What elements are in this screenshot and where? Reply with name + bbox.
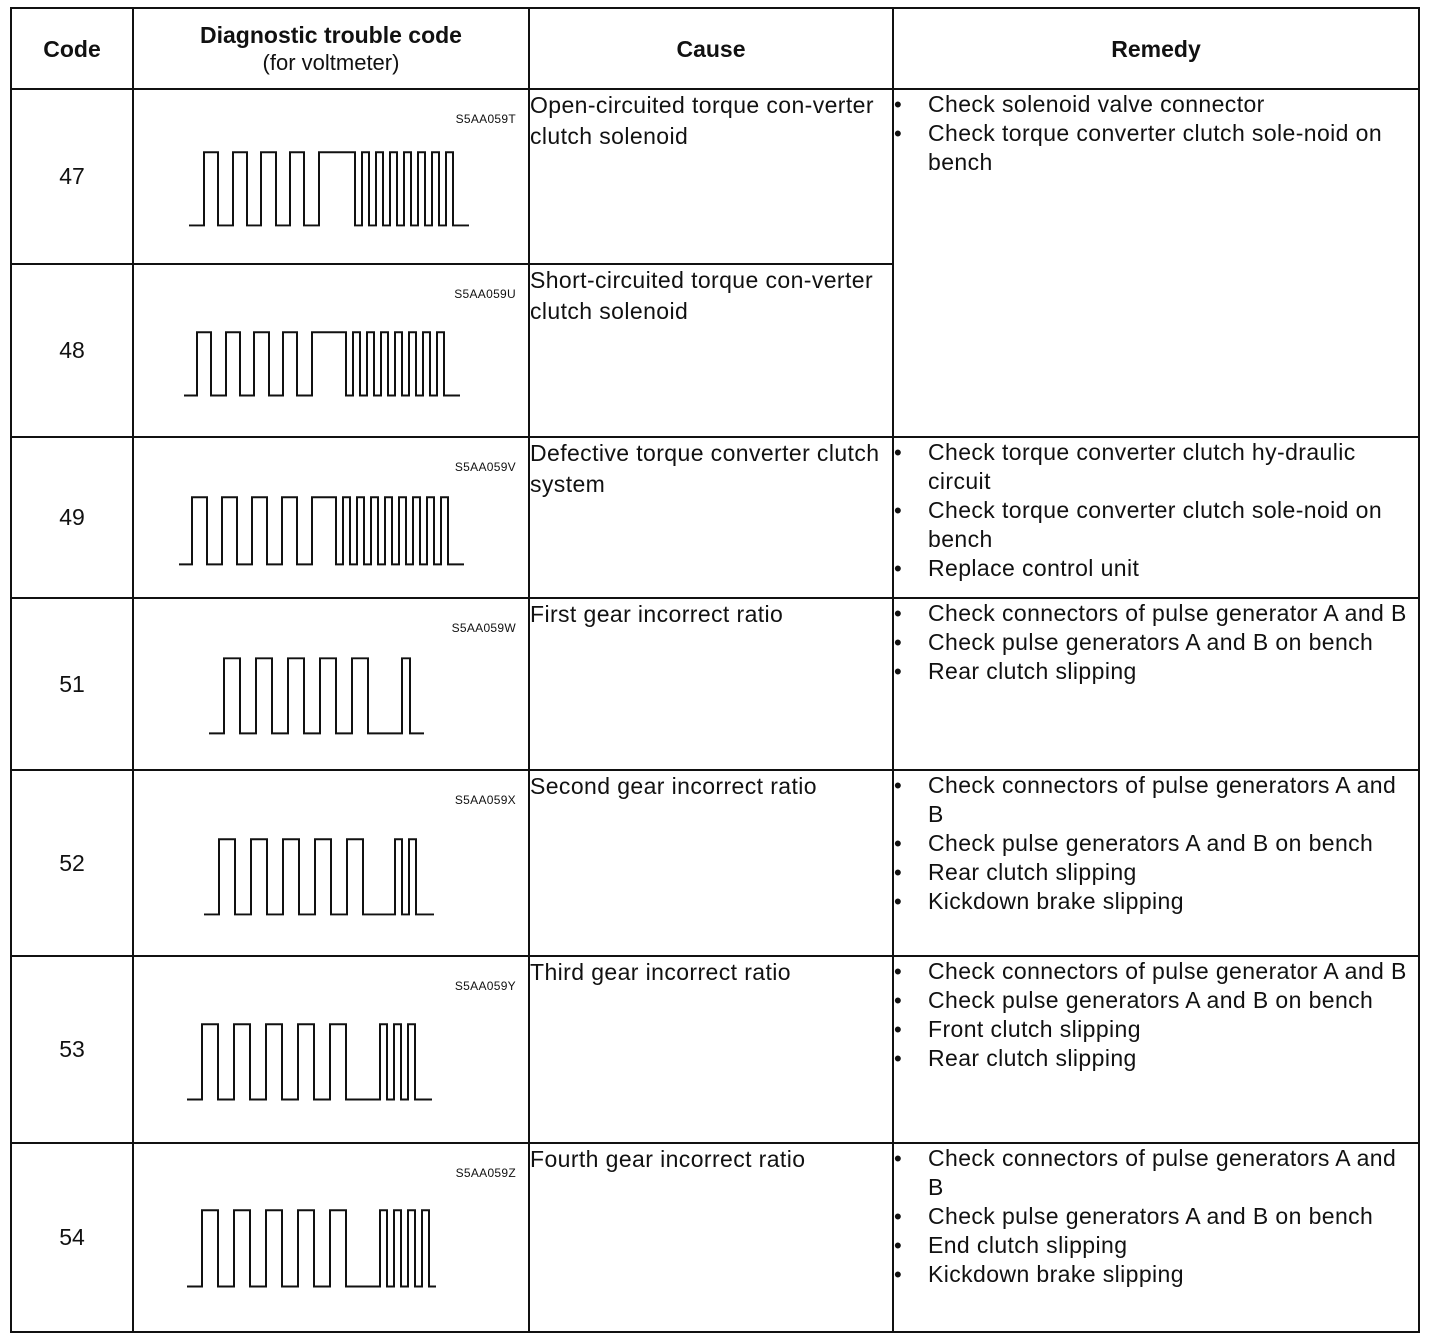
code-cell: 49 bbox=[11, 437, 133, 598]
waveform-diagram bbox=[134, 771, 529, 955]
remedy-cell bbox=[893, 770, 1419, 956]
remedy-list bbox=[894, 957, 1418, 1073]
cause-cell: Short-circuited torque con-verter clutch solenoid bbox=[529, 264, 893, 437]
waveform-diagram bbox=[134, 265, 529, 436]
waveform-diagram bbox=[134, 1144, 529, 1331]
figure-label: S5AA059T bbox=[455, 112, 516, 126]
remedy-item: • Check pulse generators A and B on bench bbox=[894, 628, 1418, 657]
code-cell: 53 bbox=[11, 956, 133, 1143]
figure-label: S5AA059Z bbox=[455, 1166, 516, 1180]
header-code: Code bbox=[11, 8, 133, 89]
remedy-item: • Kickdown brake slipping bbox=[894, 887, 1418, 916]
remedy-item: • Check connectors of pulse generator A and B bbox=[894, 957, 1418, 986]
waveform-diagram bbox=[134, 90, 529, 263]
diagnostic-cell bbox=[133, 1143, 529, 1332]
remedy-list bbox=[894, 1144, 1418, 1289]
code-cell: 52 bbox=[11, 770, 133, 956]
code-cell: 51 bbox=[11, 598, 133, 770]
cause-cell: First gear incorrect ratio bbox=[529, 598, 893, 770]
table-row bbox=[11, 89, 1419, 264]
remedy-item: • Check pulse generators A and B on bench bbox=[894, 829, 1418, 858]
remedy-list bbox=[894, 771, 1418, 916]
table-row bbox=[11, 437, 1419, 598]
cause-cell: Defective torque converter clutch system bbox=[529, 437, 893, 598]
remedy-list bbox=[894, 438, 1418, 583]
remedy-item: • Rear clutch slipping bbox=[894, 657, 1418, 686]
code-cell: 47 bbox=[11, 89, 133, 264]
figure-label: S5AA059U bbox=[454, 287, 516, 301]
remedy-item: • Check solenoid valve connector bbox=[894, 90, 1418, 119]
waveform-diagram bbox=[134, 438, 529, 597]
header-cause: Cause bbox=[529, 8, 893, 89]
header-diagnostic-sub: (for voltmeter) bbox=[262, 49, 400, 75]
remedy-item: • Kickdown brake slipping bbox=[894, 1260, 1418, 1289]
diagnostic-cell bbox=[133, 770, 529, 956]
remedy-item: • End clutch slipping bbox=[894, 1231, 1418, 1260]
cause-cell: Open-circuited torque con-verter clutch solenoid bbox=[529, 89, 893, 264]
table-row bbox=[11, 1143, 1419, 1332]
remedy-item: • Check torque converter clutch hy-draulic circuit bbox=[894, 438, 1418, 496]
cause-cell: Fourth gear incorrect ratio bbox=[529, 1143, 893, 1332]
remedy-cell bbox=[893, 89, 1419, 437]
remedy-list bbox=[894, 599, 1418, 686]
diagnostic-cell bbox=[133, 264, 529, 437]
remedy-cell bbox=[893, 956, 1419, 1143]
table-row bbox=[11, 956, 1419, 1143]
table-row bbox=[11, 598, 1419, 770]
waveform-diagram bbox=[134, 957, 529, 1142]
remedy-cell bbox=[893, 437, 1419, 598]
figure-label: S5AA059W bbox=[451, 621, 516, 635]
code-cell: 54 bbox=[11, 1143, 133, 1332]
remedy-item: • Check connectors of pulse generators A and B bbox=[894, 1144, 1418, 1202]
remedy-list bbox=[894, 90, 1418, 177]
diagnostic-cell bbox=[133, 956, 529, 1143]
cause-cell: Third gear incorrect ratio bbox=[529, 956, 893, 1143]
remedy-item: • Check pulse generators A and B on bench bbox=[894, 986, 1418, 1015]
remedy-item: • Front clutch slipping bbox=[894, 1015, 1418, 1044]
remedy-item: • Check connectors of pulse generator A and B bbox=[894, 599, 1418, 628]
remedy-item: • Check torque converter clutch sole-noid on bench bbox=[894, 119, 1418, 177]
header-remedy: Remedy bbox=[893, 8, 1419, 89]
header-diagnostic-title: Diagnostic trouble code bbox=[200, 21, 462, 48]
header-row bbox=[11, 8, 1419, 89]
remedy-cell bbox=[893, 598, 1419, 770]
diagnostic-cell bbox=[133, 598, 529, 770]
remedy-item: • Replace control unit bbox=[894, 554, 1418, 583]
figure-label: S5AA059X bbox=[454, 793, 516, 807]
remedy-item: • Check connectors of pulse generators A and B bbox=[894, 771, 1418, 829]
dtc-table bbox=[10, 7, 1420, 1333]
remedy-item: • Rear clutch slipping bbox=[894, 858, 1418, 887]
figure-label: S5AA059V bbox=[454, 460, 516, 474]
diagnostic-cell bbox=[133, 89, 529, 264]
remedy-item: • Check pulse generators A and B on bench bbox=[894, 1202, 1418, 1231]
header-diagnostic bbox=[133, 8, 529, 89]
waveform-diagram bbox=[134, 599, 529, 769]
diagnostic-cell bbox=[133, 437, 529, 598]
cause-cell: Second gear incorrect ratio bbox=[529, 770, 893, 956]
remedy-item: • Check torque converter clutch sole-noid on bench bbox=[894, 496, 1418, 554]
remedy-cell bbox=[893, 1143, 1419, 1332]
table-row bbox=[11, 770, 1419, 956]
remedy-item: • Rear clutch slipping bbox=[894, 1044, 1418, 1073]
figure-label: S5AA059Y bbox=[454, 979, 516, 993]
code-cell: 48 bbox=[11, 264, 133, 437]
